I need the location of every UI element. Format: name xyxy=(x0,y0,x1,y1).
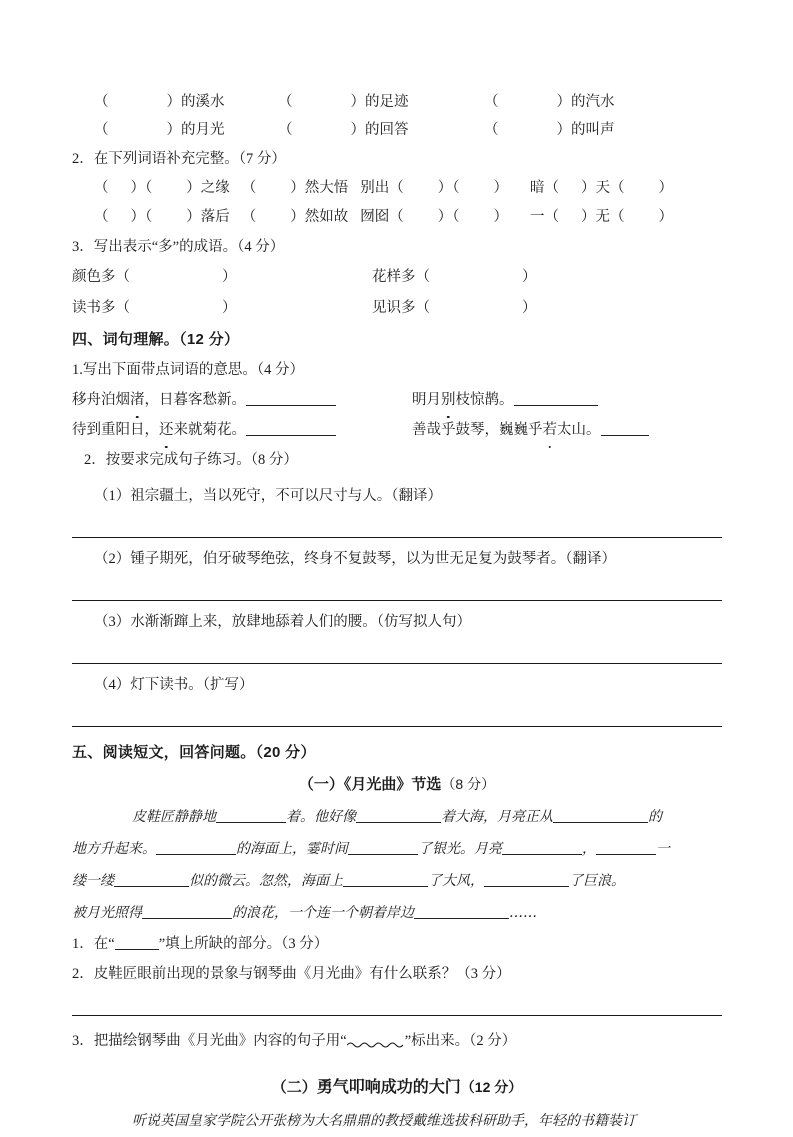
paren-open: （ xyxy=(610,209,625,225)
question-3-text: 写出表示“多”的成语。 xyxy=(93,239,238,255)
passage-blank[interactable] xyxy=(114,871,189,887)
paren-close: ） xyxy=(522,300,537,316)
reading-part2-passage-line xyxy=(72,1105,722,1137)
poem-cell xyxy=(412,385,722,415)
reading-passage-line xyxy=(72,865,722,897)
paren-open: （ xyxy=(484,94,499,110)
idiom-text: 暗 xyxy=(530,180,545,196)
reading-passage-line xyxy=(72,833,722,865)
sentence-exercise-item xyxy=(72,481,722,511)
paren-open: （ xyxy=(94,180,109,196)
word-pair-label: 的回答 xyxy=(365,122,409,138)
section-4-q2-number: 2． xyxy=(84,452,106,468)
many-idiom-label: 见识多（ xyxy=(372,300,430,316)
reading-part2-title xyxy=(72,1070,722,1105)
many-idiom-cell xyxy=(372,262,672,293)
question-3-number: 3． xyxy=(72,239,94,255)
reading-part2-points: （12 分） xyxy=(460,1079,523,1095)
paren-open: （ xyxy=(278,94,293,110)
question-2-text: 在下列词语补充完整。 xyxy=(93,151,239,167)
paren-open: （ xyxy=(241,180,257,196)
reading-q2-points: （3 分） xyxy=(456,966,511,982)
word-pair-cell xyxy=(72,116,278,144)
passage-text: 皮鞋匠静静地 xyxy=(132,809,216,825)
reading-q2-number: 2． xyxy=(72,966,94,982)
word-pair-label: 的汽水 xyxy=(571,94,615,110)
idiom-text: 然如故 xyxy=(304,209,349,225)
reading-part2-title-pre: （二） xyxy=(271,1079,317,1096)
paren-close: ） xyxy=(290,209,305,225)
paren-open: （ xyxy=(610,180,625,196)
sentence-exercise-label: （1） xyxy=(94,488,131,504)
answer-blank[interactable] xyxy=(246,420,336,436)
paren-open: （ xyxy=(94,209,109,225)
idiom-text: 无 xyxy=(595,209,610,225)
poem-text: 太山。 xyxy=(557,422,601,438)
paren-close: ） xyxy=(350,94,365,110)
section-4-q1-text: 写出下面带点词语的意思。 xyxy=(82,362,257,378)
idiom-item xyxy=(242,203,349,232)
idiom-row xyxy=(72,203,722,232)
idiom-item xyxy=(94,174,230,203)
idiom-row xyxy=(72,174,722,203)
sentence-exercise-item xyxy=(72,544,722,574)
reading-q3-number: 3． xyxy=(72,1033,94,1049)
idiom-item xyxy=(94,203,230,232)
poem-cell xyxy=(72,385,412,415)
idiom-text: 别出 xyxy=(360,180,390,196)
paren-close: ） xyxy=(350,122,365,138)
wavy-underline-blank[interactable] xyxy=(347,1038,405,1048)
passage-text: 缕一缕 xyxy=(72,873,114,889)
sentence-exercise-label: （2） xyxy=(94,551,131,567)
many-idiom-cell xyxy=(372,293,672,324)
passage-blank[interactable] xyxy=(502,839,582,855)
sentence-exercise-label: （3） xyxy=(94,614,131,630)
passage-text: 的海面上，霎时间 xyxy=(236,841,348,857)
paren-close: ） xyxy=(130,209,145,225)
reading-passage-line xyxy=(72,801,722,833)
word-pair-row xyxy=(72,116,722,144)
poem-text: ，日暮客愁新。 xyxy=(144,392,246,408)
paren-close: ） xyxy=(166,94,181,110)
section-4-q2-points: （8 分） xyxy=(250,452,298,468)
many-idiom-cell xyxy=(72,293,372,324)
reading-q1-post: ”填上所缺的部分。 xyxy=(158,936,282,952)
question-2-prompt xyxy=(72,144,722,174)
paren-close: ） xyxy=(522,269,537,285)
word-pair-cell xyxy=(72,88,278,116)
passage-blank[interactable] xyxy=(553,807,648,823)
idiom-item xyxy=(242,174,349,203)
word-pair-label: 的足迹 xyxy=(365,94,409,110)
idiom-item xyxy=(530,174,673,203)
passage-blank[interactable] xyxy=(596,839,656,855)
passage-blank[interactable] xyxy=(348,839,418,855)
paren-open: （ xyxy=(241,209,257,225)
question-2-number: 2． xyxy=(72,151,94,167)
passage-text: 着大海，月亮正从 xyxy=(441,809,553,825)
sentence-exercise-item xyxy=(72,670,722,700)
idiom-text: 落后 xyxy=(200,209,230,225)
many-idiom-cell xyxy=(72,262,372,293)
sentence-exercise-text: 灯下读书。（扩写） xyxy=(130,677,254,693)
passage-text: 听说英国皇家学院公开张榜为大名鼎鼎的教授戴维选拔科研助手，年轻的书籍装订 xyxy=(132,1113,636,1129)
passage-blank[interactable] xyxy=(216,807,286,823)
sentence-exercise-text: 祖宗疆土，当以死守，不可以尺寸与人。（翻译） xyxy=(130,488,442,504)
page-content xyxy=(72,88,722,1137)
paren-open: （ xyxy=(544,209,559,225)
paren-close: ） xyxy=(290,180,305,196)
passage-text: ， xyxy=(582,841,596,857)
word-pair-cell xyxy=(278,88,484,116)
poem-text: 枝惊鹊。 xyxy=(455,392,514,408)
passage-blank[interactable] xyxy=(484,871,569,887)
reading-passage-line xyxy=(72,897,722,929)
paren-open: （ xyxy=(389,180,404,196)
poem-cell xyxy=(72,415,412,445)
reading-part2-title-main: 勇气叩响成功的大门 xyxy=(316,1079,461,1096)
paren-open: （ xyxy=(452,180,460,196)
section-4-q1-prompt xyxy=(72,355,722,385)
passage-text: …… xyxy=(509,905,537,921)
passage-text: 被月光照得 xyxy=(72,905,142,921)
answer-blank[interactable] xyxy=(601,420,649,436)
paren-close: ） xyxy=(222,269,237,285)
passage-text: 的浪花，一个连一个朝着岸边 xyxy=(232,905,414,921)
word-pair-label: 的月光 xyxy=(181,122,225,138)
reading-question-1 xyxy=(72,929,722,959)
many-idiom-row xyxy=(72,293,722,324)
question-3-points: （4 分） xyxy=(237,239,285,255)
answer-blank[interactable] xyxy=(514,390,598,406)
passage-blank[interactable] xyxy=(356,807,441,823)
idiom-item xyxy=(530,203,673,232)
paren-open: （ xyxy=(145,180,153,196)
reading-question-2 xyxy=(72,959,722,989)
reading-q1-points: （3 分） xyxy=(281,936,329,952)
paren-close: ） xyxy=(186,180,201,196)
emphasis-char: 若 xyxy=(543,415,558,445)
reading-part1-title xyxy=(72,768,722,801)
section-5-heading: 五、阅读短文，回答问题。（20 分） xyxy=(72,744,316,761)
word-pair-row xyxy=(72,88,722,116)
reading-q1-pre: 在“ xyxy=(93,936,115,952)
section-4-q1-points: （4 分） xyxy=(256,362,304,378)
section-4-q2-prompt xyxy=(72,445,722,475)
paren-open: （ xyxy=(544,180,559,196)
passage-text: 的 xyxy=(648,809,662,825)
paren-close: ） xyxy=(581,209,596,225)
idiom-text: 然大悟 xyxy=(304,180,349,196)
idiom-item xyxy=(360,174,508,203)
paren-close: ） xyxy=(493,209,508,225)
passage-text: 了大风， xyxy=(428,873,484,889)
poem-cell xyxy=(412,415,722,445)
idiom-item xyxy=(360,203,508,232)
idiom-text: 一 xyxy=(530,209,545,225)
poem-text: 明月 xyxy=(412,392,441,408)
answer-blank[interactable] xyxy=(246,390,336,406)
paren-close: ） xyxy=(130,180,145,196)
reading-q3-points: （2 分） xyxy=(469,1033,517,1049)
emphasis-char: 渚 xyxy=(130,385,145,415)
paren-open: （ xyxy=(94,94,109,110)
paren-close: ） xyxy=(437,209,453,225)
sentence-exercise-item xyxy=(72,607,722,637)
section-4-q1-number: 1. xyxy=(72,362,83,378)
reading-part1-points: （8 分） xyxy=(441,776,496,792)
reading-q1-number: 1． xyxy=(72,936,94,952)
word-pair-label: 的溪水 xyxy=(181,94,225,110)
paren-open: （ xyxy=(145,209,153,225)
poem-row xyxy=(72,415,722,445)
emphasis-char: 别 xyxy=(441,385,456,415)
paren-close: ） xyxy=(581,180,596,196)
reading-q2-text: 皮鞋匠眼前出现的景象与钢琴曲《月光曲》有什么联系？ xyxy=(93,966,457,982)
passage-text: 似的微云。忽然，海面上 xyxy=(189,873,343,889)
paren-close: ） xyxy=(493,180,508,196)
paren-close: ） xyxy=(186,209,201,225)
poem-text: 来就菊花。 xyxy=(173,422,246,438)
paren-close: ） xyxy=(556,122,571,138)
word-pair-cell xyxy=(484,88,690,116)
idiom-text: 天 xyxy=(595,180,610,196)
paren-close: ） xyxy=(658,209,673,225)
paren-close: ） xyxy=(166,122,181,138)
section-4-heading: 四、词句理解。（12 分） xyxy=(72,331,240,348)
passage-blank[interactable] xyxy=(156,839,236,855)
passage-blank[interactable] xyxy=(414,903,509,919)
passage-text: 一 xyxy=(656,841,670,857)
passage-blank[interactable] xyxy=(142,903,232,919)
poem-text: 待到重阳日， xyxy=(72,422,159,438)
word-pair-label: 的叫声 xyxy=(571,122,615,138)
poem-text: 善哉乎鼓琴，巍巍乎 xyxy=(412,422,543,438)
paren-close: ） xyxy=(556,94,571,110)
sentence-exercise-text: 锺子期死，伯牙破琴绝弦，终身不复鼓琴，以为世无足复为鼓琴者。（翻译） xyxy=(130,551,616,567)
idiom-text: 囫囵 xyxy=(360,209,390,225)
reading-question-3 xyxy=(72,1026,722,1056)
word-pair-block xyxy=(72,88,722,144)
poem-text: 移舟泊烟 xyxy=(72,392,130,408)
poem-row xyxy=(72,385,722,415)
emphasis-char: 还 xyxy=(159,415,174,445)
many-idiom-label: 读书多（ xyxy=(72,300,130,316)
many-idiom-label: 颜色多（ xyxy=(72,269,130,285)
paren-open: （ xyxy=(484,122,499,138)
passage-text: 着。他好像 xyxy=(286,809,356,825)
word-pair-cell xyxy=(484,116,690,144)
passage-text: 了银光。月亮 xyxy=(418,841,502,857)
reading-part1-title-text: （一）《月光曲》节选 xyxy=(298,776,442,793)
paren-open: （ xyxy=(94,122,109,138)
reading-q3-pre: 把描绘钢琴曲《月光曲》内容的句子用“ xyxy=(93,1033,347,1049)
sentence-exercise-label: （4） xyxy=(94,677,131,693)
paren-close: ） xyxy=(437,180,453,196)
idiom-text: 之缘 xyxy=(200,180,230,196)
many-idiom-row xyxy=(72,262,722,293)
question-3-prompt xyxy=(72,232,722,262)
paren-open: （ xyxy=(452,209,460,225)
paren-open: （ xyxy=(389,209,404,225)
passage-text: 地方升起来。 xyxy=(72,841,156,857)
reading-q3-post: ”标出来。 xyxy=(404,1033,470,1049)
many-idiom-label: 花样多（ xyxy=(372,269,430,285)
sentence-exercise-text: 水渐渐蹿上来，放肆地舔着人们的腰。（仿写拟人句） xyxy=(130,614,471,630)
passage-blank[interactable] xyxy=(343,871,428,887)
answer-blank[interactable] xyxy=(115,934,159,950)
question-2-points: （7 分） xyxy=(238,151,286,167)
word-pair-cell xyxy=(278,116,484,144)
paren-open: （ xyxy=(278,122,293,138)
paren-close: ） xyxy=(222,300,237,316)
paren-close: ） xyxy=(658,180,673,196)
passage-text: 了巨浪。 xyxy=(569,873,625,889)
section-4-q2-text: 按要求完成句子练习。 xyxy=(105,452,251,468)
